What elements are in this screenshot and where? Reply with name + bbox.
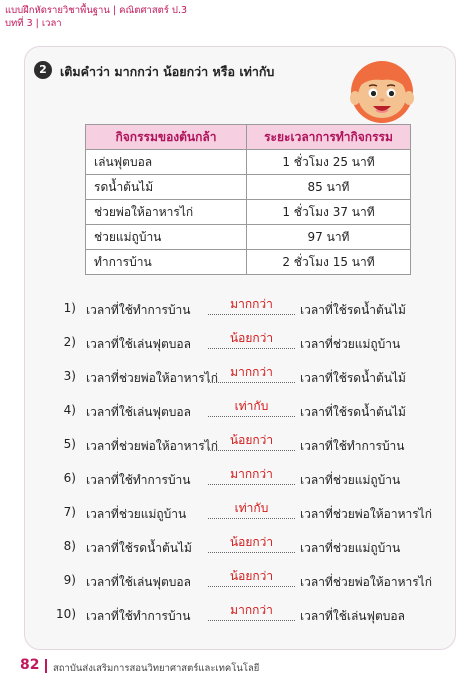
question-number: 4)	[63, 403, 76, 417]
page-number: 82	[20, 657, 40, 673]
question-left-text: เวลาที่ช่วยพ่อให้อาหารไก่	[86, 371, 218, 385]
question-item	[0, 299, 474, 319]
question-number: 10)	[56, 607, 76, 621]
answer-text: มากกว่า	[230, 365, 273, 379]
answer-text: เท่ากับ	[234, 501, 269, 515]
activity-table	[85, 124, 411, 275]
exercise-number-badge: 2	[34, 61, 52, 79]
question-left-text: เวลาที่ใช้รดน้ำต้นไม้	[86, 541, 192, 555]
question-number: 7)	[63, 505, 76, 519]
question-right-text: เวลาที่ใช้รดน้ำต้นไม้	[300, 303, 406, 317]
question-number: 3)	[63, 369, 76, 383]
chapter-label: บทที่ 3 | เวลา	[5, 18, 62, 29]
activity-cell: รดน้ำต้นไม้	[86, 175, 247, 200]
question-item	[0, 605, 474, 625]
question-right-text: เวลาที่ช่วยพ่อให้อาหารไก่	[300, 507, 432, 521]
question-number: 1)	[63, 301, 76, 315]
book-title: แบบฝึกหัดรายวิชาพื้นฐาน | คณิตศาสตร์ ป.3	[5, 5, 188, 16]
question-left-text: เวลาที่ใช้ทำการบ้าน	[86, 303, 191, 317]
activity-cell: ทำการบ้าน	[86, 250, 247, 275]
answer-text: น้อยกว่า	[229, 433, 274, 447]
question-left-text: เวลาที่ใช้เล่นฟุตบอล	[86, 405, 191, 419]
activity-cell: ช่วยพ่อให้อาหารไก่	[86, 200, 247, 225]
table-row	[86, 250, 411, 275]
question-right-text: เวลาที่ช่วยพ่อให้อาหารไก่	[300, 575, 432, 589]
question-item	[0, 571, 474, 591]
duration-cell: 2 ชั่วโมง 15 นาที	[247, 250, 411, 275]
table-row	[86, 200, 411, 225]
duration-cell: 97 นาที	[247, 225, 411, 250]
question-item	[0, 503, 474, 523]
question-left-text: เวลาที่ใช้เล่นฟุตบอล	[86, 575, 191, 589]
duration-cell: 85 นาที	[247, 175, 411, 200]
header-activity: กิจกรรมของต้นกล้า	[86, 125, 247, 150]
question-right-text: เวลาที่ใช้เล่นฟุตบอล	[300, 609, 405, 623]
table-row	[86, 225, 411, 250]
table-row	[86, 150, 411, 175]
question-item	[0, 537, 474, 557]
question-number: 6)	[63, 471, 76, 485]
question-right-text: เวลาที่ช่วยแม่ถูบ้าน	[300, 541, 401, 555]
boy-face-icon	[347, 58, 417, 124]
exercise-instruction: เติมคำว่า มากกว่า น้อยกว่า หรือ เท่ากับ	[60, 64, 275, 79]
question-left-text: เวลาที่ใช้ทำการบ้าน	[86, 609, 191, 623]
question-right-text: เวลาที่ใช้ทำการบ้าน	[300, 439, 405, 453]
question-right-text: เวลาที่ช่วยแม่ถูบ้าน	[300, 473, 401, 487]
answer-text: น้อยกว่า	[229, 569, 274, 583]
question-right-text: เวลาที่ช่วยแม่ถูบ้าน	[300, 337, 401, 351]
duration-cell: 1 ชั่วโมง 37 นาที	[247, 200, 411, 225]
header-duration: ระยะเวลาการทำกิจกรรม	[247, 125, 411, 150]
question-item	[0, 333, 474, 353]
question-item	[0, 367, 474, 387]
question-left-text: เวลาที่ใช้ทำการบ้าน	[86, 473, 191, 487]
question-item	[0, 469, 474, 489]
answer-text: เท่ากับ	[234, 399, 269, 413]
question-item	[0, 401, 474, 421]
question-left-text: เวลาที่ใช้เล่นฟุตบอล	[86, 337, 191, 351]
question-number: 9)	[63, 573, 76, 587]
answer-text: น้อยกว่า	[229, 535, 274, 549]
answer-text: มากกว่า	[230, 467, 273, 481]
footer-divider	[45, 659, 47, 673]
activity-cell: ช่วยแม่ถูบ้าน	[86, 225, 247, 250]
answer-text: มากกว่า	[230, 603, 273, 617]
question-number: 8)	[63, 539, 76, 553]
activity-cell: เล่นฟุตบอล	[86, 150, 247, 175]
question-right-text: เวลาที่ใช้รดน้ำต้นไม้	[300, 371, 406, 385]
publisher-name: สถาบันส่งเสริมการสอนวิทยาศาสตร์และเทคโนโลยี	[53, 663, 260, 674]
answer-text: น้อยกว่า	[229, 331, 274, 345]
duration-cell: 1 ชั่วโมง 25 นาที	[247, 150, 411, 175]
question-right-text: เวลาที่ใช้รดน้ำต้นไม้	[300, 405, 406, 419]
answer-text: มากกว่า	[230, 297, 273, 311]
table-header-row	[86, 125, 411, 150]
question-left-text: เวลาที่ช่วยแม่ถูบ้าน	[86, 507, 187, 521]
table-row	[86, 175, 411, 200]
question-number: 2)	[63, 335, 76, 349]
question-item	[0, 435, 474, 455]
question-left-text: เวลาที่ช่วยพ่อให้อาหารไก่	[86, 439, 218, 453]
question-number: 5)	[63, 437, 76, 451]
